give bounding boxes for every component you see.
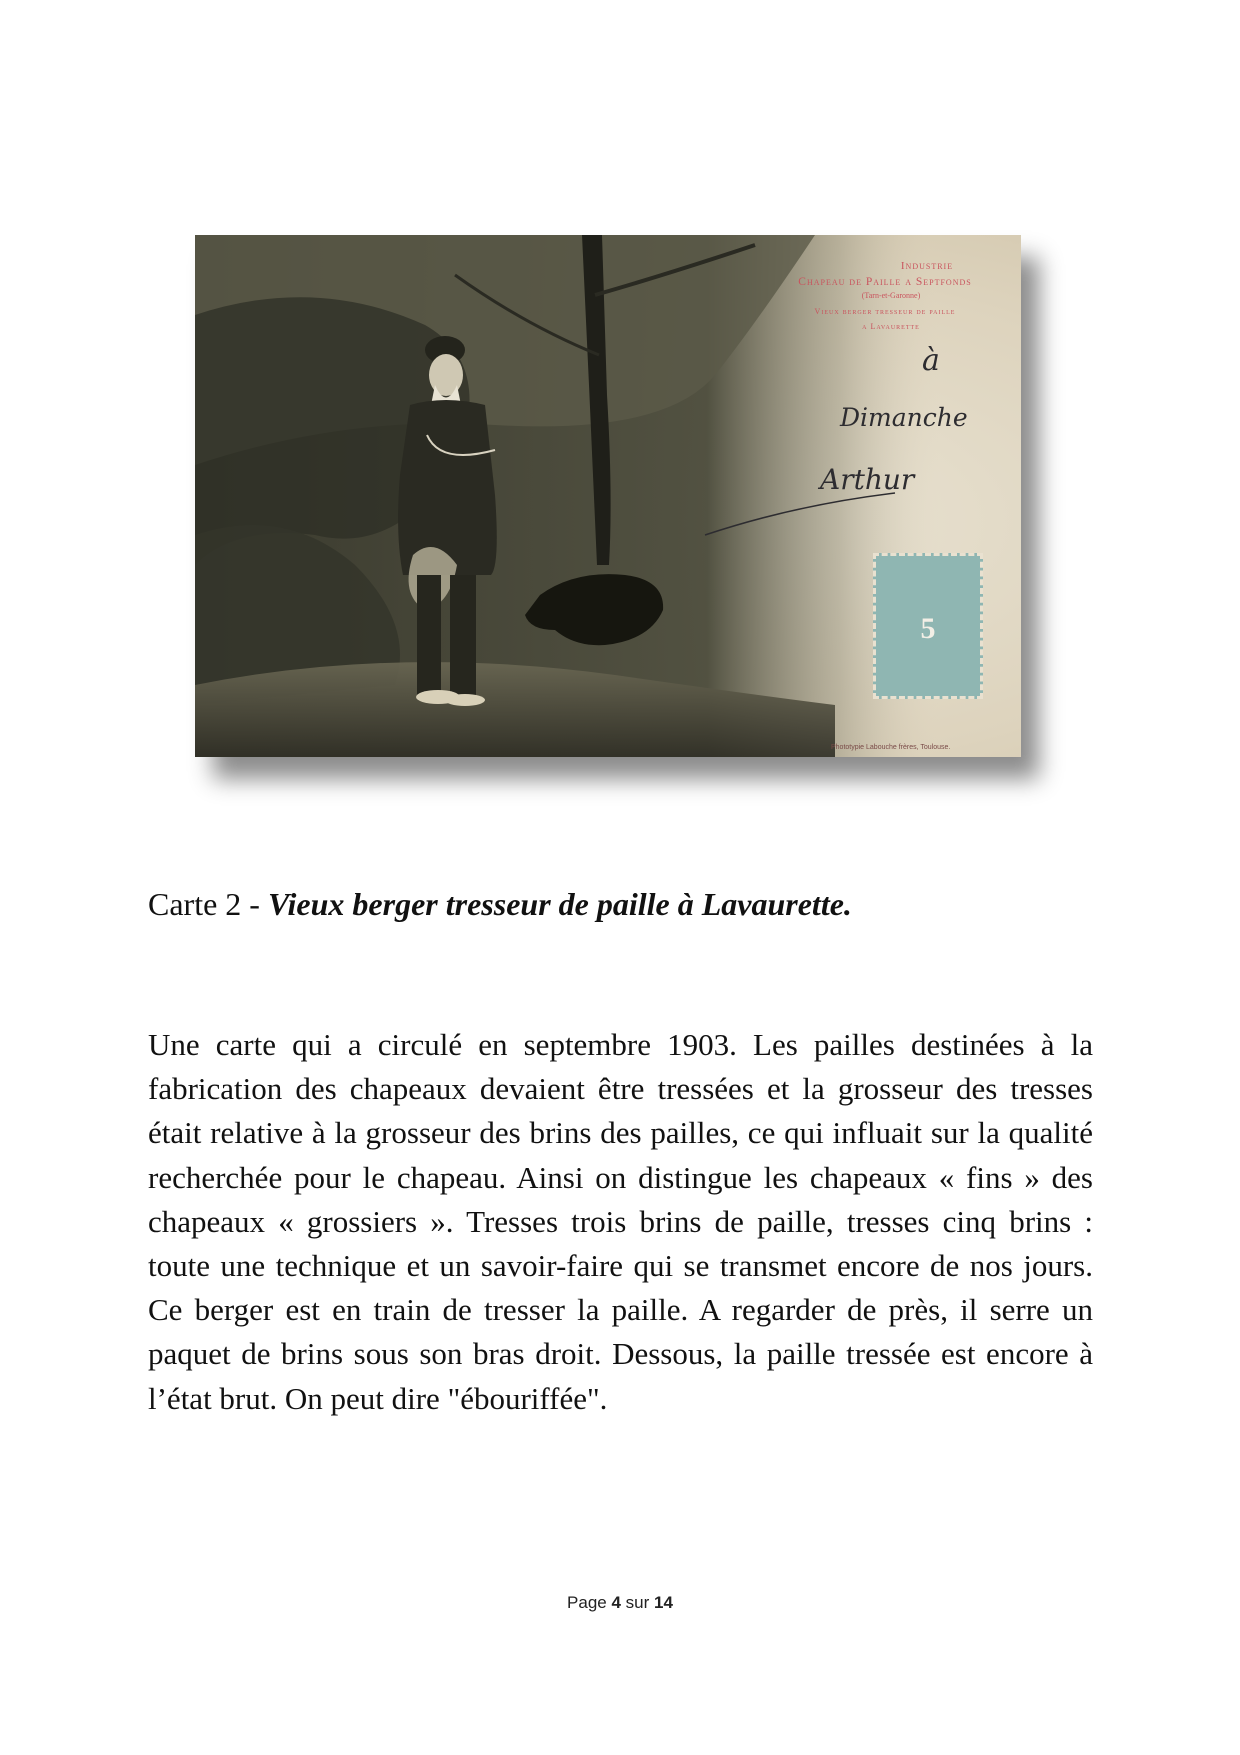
publisher-credit: Phototypie Labouche frères, Toulouse.	[831, 744, 951, 751]
body-paragraph: Une carte qui a circulé en septembre 1903. Les pailles destinées à la fabrication des chapeaux devaient être tressées et la grosseur des tresses était relative à la grosseur des brins des pailles, ce qui influait sur la qualité recherchée pour le chapeau. Ainsi on distingue les chapeaux « fins » des chapeaux « grossiers ». Tresses trois brins de paille, tresses cinq brins : toute une technique et un savoir-faire qui se transmet encore de nos jours. Ce berger est en train de tresser la paille. A regarder de près, il serre un paquet de brins sous son bras droit. Dessous, la paille tressée est encore à l’état brut. On peut dire "ébouriffée".	[148, 1027, 1093, 1416]
page-label: Page	[567, 1593, 607, 1612]
current-page-number: 4	[611, 1593, 621, 1612]
postage-stamp	[873, 553, 983, 699]
postcard-header-line: Vieux berger tresseur de paille	[814, 307, 956, 316]
page-separator: sur	[625, 1593, 650, 1612]
postcard-header-line: (Tarn-et-Garonne)	[861, 291, 921, 300]
postcard-image	[195, 235, 1021, 757]
total-pages-number: 14	[654, 1593, 673, 1612]
postcard-handwriting: à	[922, 343, 940, 378]
postcard	[195, 235, 1021, 757]
postcard-header-line: Industrie	[900, 260, 954, 272]
postcard-handwriting: Dimanche	[840, 403, 968, 432]
postcard-signature: Arthur	[820, 463, 915, 496]
caption-prefix: Carte 2 -	[148, 886, 268, 922]
postcard-header-line: Chapeau de Paille a Septfonds	[798, 276, 972, 288]
postcard-header-line: a Lavaurette	[862, 322, 920, 331]
figure-caption	[148, 886, 852, 923]
page-footer	[0, 1593, 1240, 1613]
caption-title: Vieux berger tresseur de paille à Lavaurette.	[267, 886, 852, 922]
stamp-value: 5	[920, 612, 936, 645]
